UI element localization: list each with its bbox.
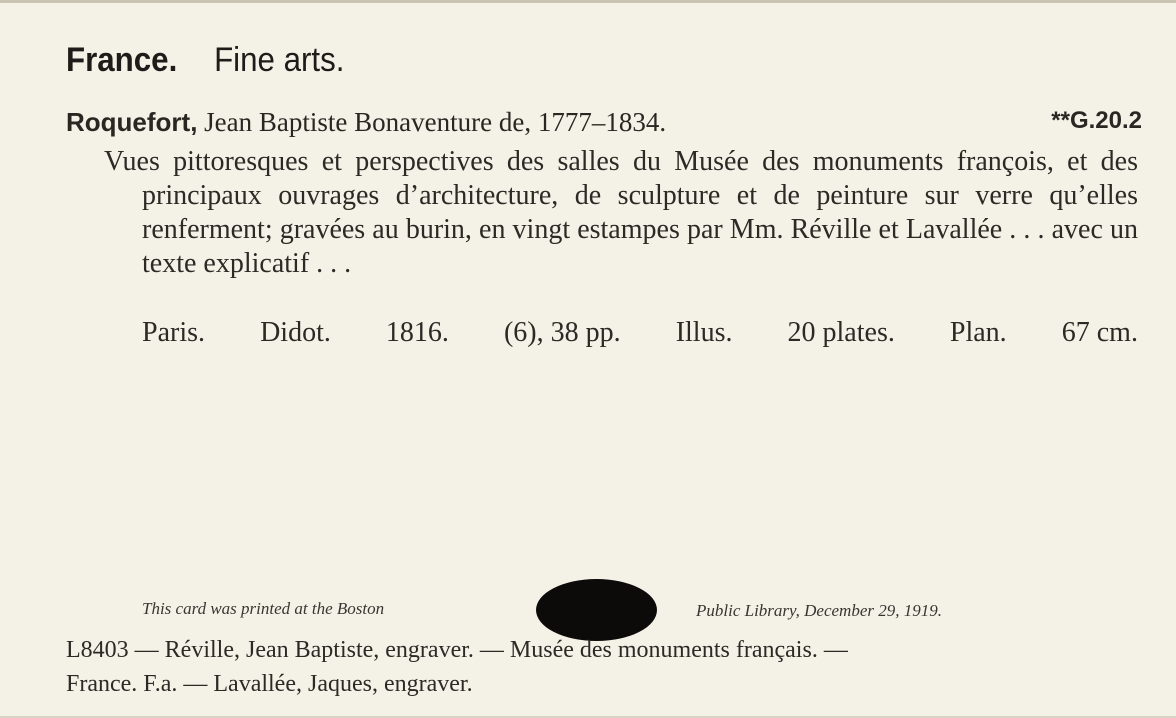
author-heading	[66, 107, 1142, 138]
printed-note-right: Public Library, December 29, 1919.	[696, 601, 942, 620]
title-block	[104, 145, 1138, 281]
printed-note-left: This card was printed at the Boston	[142, 599, 385, 618]
author-dates: Jean Baptiste Bonaventure de, 1777–1834.	[204, 107, 667, 137]
subject-main: France.	[66, 41, 178, 79]
imprint-line	[142, 317, 1138, 349]
tracings	[66, 633, 1146, 701]
imprint-plan: Plan.	[949, 317, 1007, 348]
subject-heading	[66, 41, 344, 80]
imprint-year: 1816.	[385, 317, 449, 348]
author-name: Roquefort,	[66, 107, 198, 137]
imprint-pages: (6), 38 pp.	[503, 317, 621, 348]
tracings-line-1: L8403 — Réville, Jean Baptiste, engraver. — Musée des monuments français. —	[66, 637, 848, 663]
tracings-line-2: France. F.a. — Lavallée, Jaques, engraver.	[66, 671, 473, 697]
subject-sub: Fine arts.	[214, 41, 345, 79]
imprint-plates: 20 plates.	[787, 317, 895, 348]
imprint-publisher: Didot.	[260, 317, 331, 348]
ink-blot	[536, 579, 657, 641]
imprint-illus: Illus.	[675, 317, 733, 348]
imprint-size: 67 cm.	[1061, 317, 1138, 348]
title-text: Vues pittoresques et perspectives des salles du Musée des monuments françois, et des principaux ouvrages d’architecture, de sculpture et de peinture sur verre qu’elles renferment; gravées au burin, en vingt estampes par Mm. Réville et Lavallée . . . avec un texte explicatif . . .	[104, 146, 1138, 279]
call-number: **G.20.2	[1051, 107, 1142, 134]
imprint-place: Paris.	[142, 317, 205, 348]
